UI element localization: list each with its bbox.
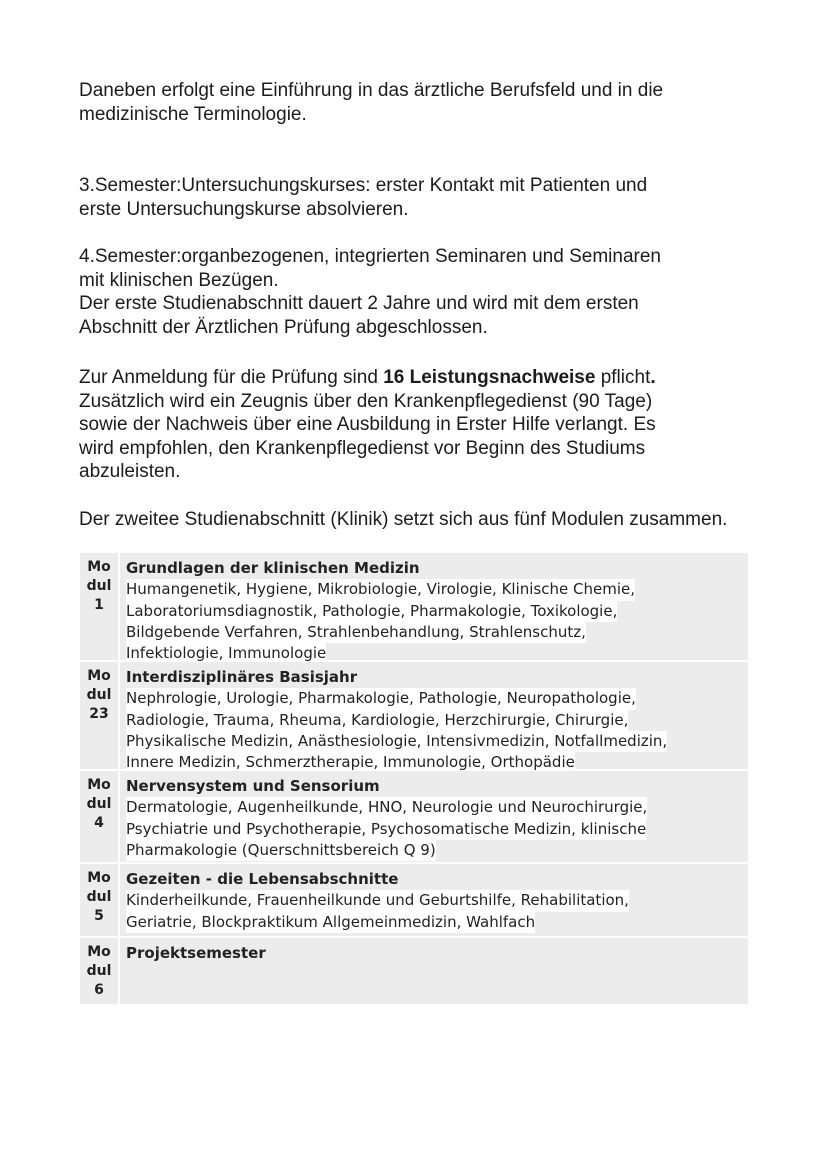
text-line: Der zweitee Studienabschnitt (Klinik) setzt sich aus fünf Modulen zusammen. <box>79 509 728 530</box>
module-title: Projektsemester <box>126 944 266 962</box>
module-label <box>80 662 120 769</box>
module-number: 5 <box>94 908 104 924</box>
module-subjects-line: Radiologie, Trauma, Rheuma, Kardiologie, Herzchirurgie, Chirurgie, <box>126 710 628 731</box>
module-content <box>120 938 748 1004</box>
module-subjects-line: Dermatologie, Augenheilkunde, HNO, Neurologie und Neurochirurgie, <box>126 797 647 818</box>
text-line: sowie der Nachweis über eine Ausbildung in Erster Hilfe verlangt. Es <box>79 414 656 435</box>
module-label <box>80 553 120 660</box>
module-row <box>80 553 748 662</box>
module-number: 6 <box>94 982 104 998</box>
module-label-part: dul <box>86 889 112 905</box>
module-subjects-line: Innere Medizin, Schmerztherapie, Immunologie, Orthopädie <box>126 752 575 773</box>
module-row <box>80 771 748 864</box>
module-label <box>80 938 120 1004</box>
registration-prefix: Zur Anmeldung für die Prüfung sind <box>79 367 384 388</box>
text-line: Daneben erfolgt eine Einführung in das ärztliche Berufsfeld und in die <box>79 80 664 101</box>
module-label <box>80 771 120 862</box>
module-content <box>120 864 748 936</box>
module-table <box>80 553 748 1006</box>
registration-suffix: pflicht <box>595 367 651 388</box>
module-label-part: dul <box>86 687 112 703</box>
module-content <box>120 553 748 663</box>
semester-3-paragraph <box>79 174 759 221</box>
module-label-part: dul <box>86 963 112 979</box>
registration-paragraph <box>79 366 759 484</box>
module-row <box>80 864 748 938</box>
module-title: Interdisziplinäres Basisjahr <box>126 668 358 686</box>
text-line: Abschnitt der Ärztlichen Prüfung abgeschlossen. <box>79 316 488 338</box>
text-line: medizinische Terminologie. <box>79 103 307 125</box>
semester-4-paragraph <box>79 245 759 339</box>
module-subjects-line: Humangenetik, Hygiene, Mikrobiologie, Virologie, Klinische Chemie, <box>126 579 635 600</box>
module-label <box>80 864 120 936</box>
intro-paragraph <box>79 79 759 126</box>
module-number: 1 <box>94 597 104 613</box>
module-label-part: Mo <box>87 559 111 575</box>
module-subjects-line: Laboratoriumsdiagnostik, Pathologie, Pharmakologie, Toxikologie, <box>126 601 617 622</box>
module-subjects-line: Geriatrie, Blockpraktikum Allgemeinmedizin, Wahlfach <box>126 912 535 933</box>
clinic-intro-paragraph <box>79 508 759 532</box>
text-line: Der erste Studienabschnitt dauert 2 Jahre und wird mit dem ersten <box>79 293 639 314</box>
text-line: 3.Semester:Untersuchungskurses: erster Kontakt mit Patienten und <box>79 175 648 196</box>
module-label-part: dul <box>86 578 112 594</box>
module-number: 4 <box>94 815 104 831</box>
text-line: wird empfohlen, den Krankenpflegedienst vor Beginn des Studiums <box>79 437 646 459</box>
module-number: 23 <box>89 706 109 722</box>
registration-period: . <box>650 367 656 388</box>
module-subjects-line: Kinderheilkunde, Frauenheilkunde und Geburtshilfe, Rehabilitation, <box>126 890 629 911</box>
module-label-part: Mo <box>87 777 111 793</box>
text-line <box>79 366 759 390</box>
text-line: Zusätzlich wird ein Zeugnis über den Krankenpflegedienst (90 Tage) <box>79 390 653 412</box>
module-subjects-line: Infektiologie, Immunologie <box>126 643 326 664</box>
module-row <box>80 662 748 771</box>
module-subjects-line: Psychiatrie und Psychotherapie, Psychosomatische Medizin, klinische <box>126 819 646 840</box>
module-label-part: Mo <box>87 870 111 886</box>
module-row <box>80 938 748 1006</box>
text-line: erste Untersuchungskurse absolvieren. <box>79 198 409 220</box>
module-title: Grundlagen der klinischen Medizin <box>126 559 420 577</box>
module-title: Nervensystem und Sensorium <box>126 777 380 795</box>
module-label-part: Mo <box>87 668 111 684</box>
module-subjects-line: Bildgebende Verfahren, Strahlenbehandlung, Strahlenschutz, <box>126 622 586 643</box>
module-subjects-line: Nephrologie, Urologie, Pharmakologie, Pathologie, Neuropathologie, <box>126 688 636 709</box>
text-line: abzuleisten. <box>79 461 181 482</box>
module-label-part: Mo <box>87 944 111 960</box>
module-title: Gezeiten - die Lebensabschnitte <box>126 870 399 888</box>
registration-emphasis: 16 Leistungsnachweise <box>383 367 596 388</box>
module-content <box>120 662 748 772</box>
text-line: mit klinischen Bezügen. <box>79 269 279 291</box>
module-subjects-line: Physikalische Medizin, Anästhesiologie, Intensivmedizin, Notfallmedizin, <box>126 731 667 752</box>
module-content <box>120 771 748 862</box>
module-label-part: dul <box>86 796 112 812</box>
text-line: 4.Semester:organbezogenen, integrierten Seminaren und Seminaren <box>79 246 661 267</box>
module-subjects-line: Pharmakologie (Querschnittsbereich Q 9) <box>126 840 436 861</box>
